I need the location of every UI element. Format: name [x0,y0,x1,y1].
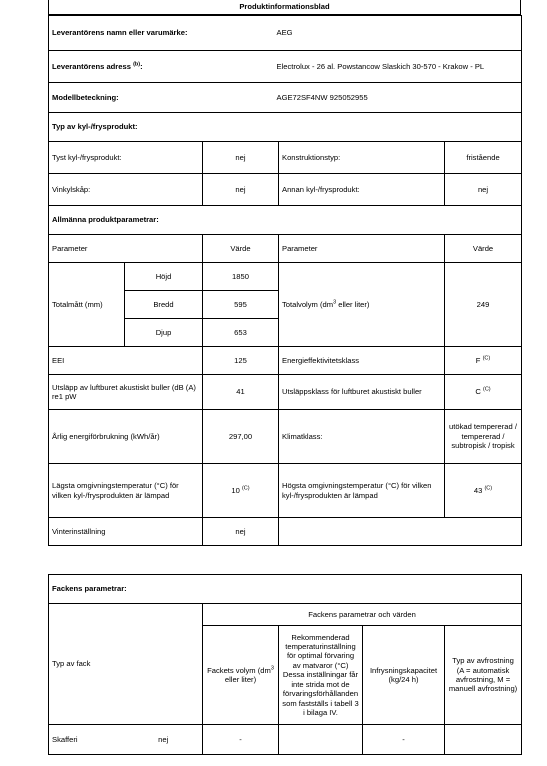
winter-setting-label: Vinterinställning [49,518,203,546]
winter-setting-value: nej [203,518,279,546]
compartment-name: Skafferi [49,725,125,755]
eei-value: 125 [203,347,279,375]
compartment-temp [279,725,363,755]
document-title: Produktinformationsblad [48,0,521,15]
compartments-table [48,574,522,755]
other-appliance-label: Annan kyl-/frysprodukt: [279,174,445,206]
compartment-defrost [445,725,522,755]
design-type-label: Konstruktionstyp: [279,142,445,174]
param-col-header: Parameter [49,235,203,263]
noise-emission-value: 41 [203,375,279,410]
annual-energy-value: 297,00 [203,410,279,464]
compartment-type-label: Typ av fack [49,604,203,725]
other-appliance-value: nej [445,174,522,206]
value-col-header-2: Värde [445,235,522,263]
noise-class-label: Utsläppsklass för luftburet akustiskt buller [279,375,445,410]
product-type-heading: Typ av kyl-/frysprodukt: [49,113,522,142]
climate-class-label: Klimatklass: [279,410,445,464]
wine-cabinet-label: Vinkylskåp: [49,174,203,206]
eei-label: EEI [49,347,203,375]
general-parameters-table [48,205,522,546]
depth-value: 653 [203,319,279,347]
total-volume-value: 249 [445,263,522,347]
compartment-params-header: Fackens parametrar och värden [203,604,522,626]
defrost-type-header: Typ av avfrostning (A = automatisk avfrostning, M = manuell avfrostning) [445,626,522,725]
supplier-name-value: AEG [274,16,522,51]
table-row [49,174,522,206]
width-value: 595 [203,291,279,319]
annual-energy-label: Årlig energiförbrukning (kWh/år) [49,410,203,464]
compartment-freeze: - [363,725,445,755]
empty-cell [279,518,522,546]
freezing-capacity-header: Infrysningskapacitet (kg/24 h) [363,626,445,725]
max-temp-label: Högsta omgivningstemperatur (°C) för vilken kyl-/frysprodukten är lämpad [279,464,445,518]
depth-label: Djup [125,319,203,347]
param-col-header-2: Parameter [279,235,445,263]
quiet-label: Tyst kyl-/frysprodukt: [49,142,203,174]
general-heading: Allmänna produktparametrar: [49,206,522,235]
product-type-table [48,112,522,206]
climate-class-value: utökad tempererad / tempererad / subtropisk / tropisk [445,410,522,464]
model-label: Modellbeteckning: [49,83,274,113]
supplier-address-value: Electrolux - 26 al. Powstancow Slaskich 30-570 - Krakow - PL [274,51,522,83]
model-value: AGE72SF4NW 925052955 [274,83,522,113]
value-col-header: Värde [203,235,279,263]
wine-cabinet-value: nej [203,174,279,206]
quiet-value: nej [203,142,279,174]
recommended-temp-header: Rekommenderad temperaturinställning för optimal förvaring av matvaror (°C) Dessa inställningar får inte strida mot de förvaringsförhållanden som fastställs i tabell 3 i bilaga IV. [279,626,363,725]
design-type-value: fristående [445,142,522,174]
width-label: Bredd [125,291,203,319]
compartment-volume-header: Fackets volym ($dm^3$ eller liter) [203,626,279,725]
supplier-table [48,15,522,113]
min-temp-value: 10 $^{(C)}$ [203,464,279,518]
supplier-address-label: Leverantörens adress $^{(b)}$: [49,51,274,83]
table-row [49,725,522,755]
height-label: Höjd [125,263,203,291]
total-volume-label: Totalvolym ($dm^3$ eller liter) [279,263,445,347]
compartment-present: nej [125,725,203,755]
address-footnote: (b) [133,61,141,68]
noise-class-value: C $^{(C)}$ [445,375,522,410]
energy-class-label: Energieffektivitetsklass [279,347,445,375]
supplier-name-label: Leverantörens namn eller varumärke: [49,16,274,51]
compartments-heading: Fackens parametrar: [49,575,522,604]
noise-emission-label: Utsläpp av luftburet akustiskt buller (dB (A) re1 pW [49,375,203,410]
height-value: 1850 [203,263,279,291]
table-row [49,142,522,174]
min-temp-label: Lägsta omgivningstemperatur (°C) för vilken kyl-/frysprodukten är lämpad [49,464,203,518]
max-temp-value: 43 $^{(C)}$ [445,464,522,518]
overall-dimensions-label: Totalmått (mm) [49,263,125,347]
energy-class-value: F $^{(C)}$ [445,347,522,375]
compartment-volume: - [203,725,279,755]
